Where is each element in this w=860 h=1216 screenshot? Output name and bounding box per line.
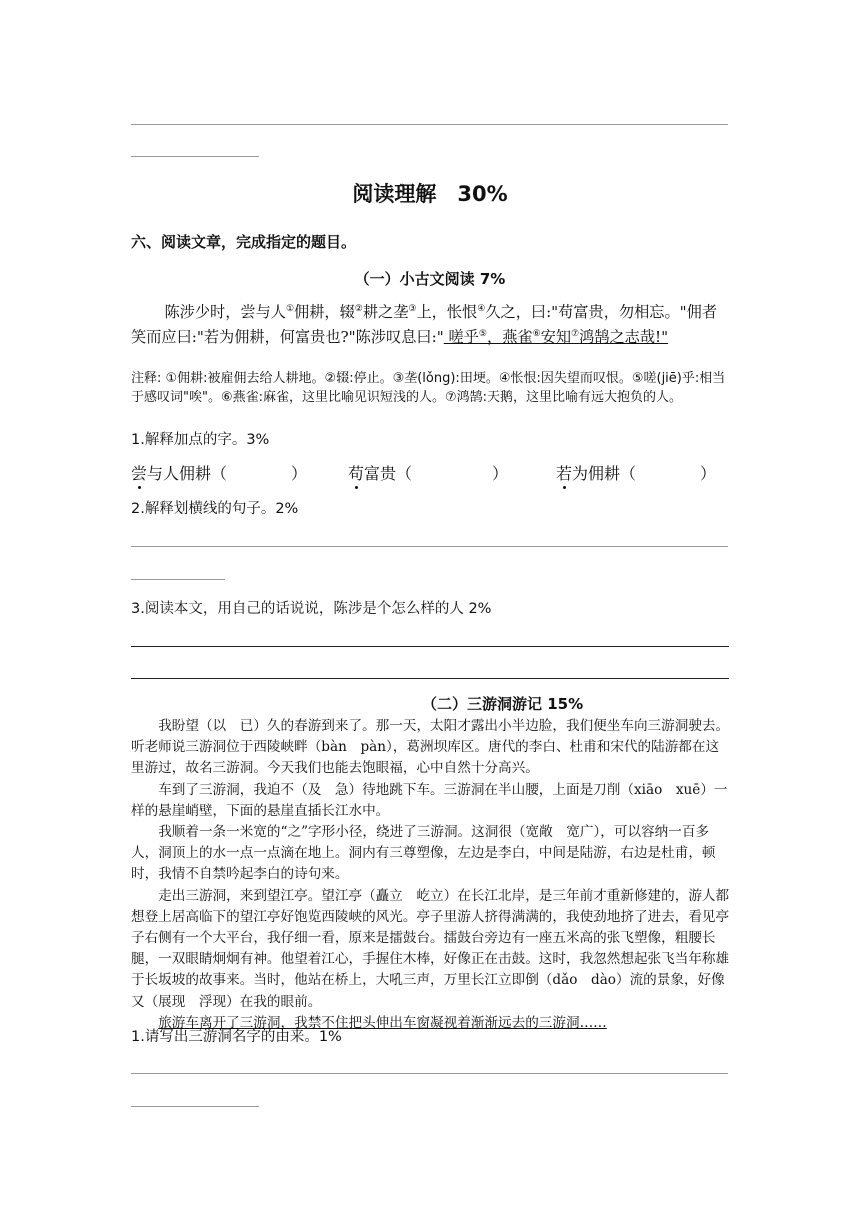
underlined-sentence: 嗟乎⑤，燕雀⑥安知⑦鸿鹄之志哉!" [443,328,669,347]
passage2-text [131,716,731,1034]
p1-q1-item-2: 苟富贵（ ） [348,464,509,483]
page-title: 阅读理解 30% [352,182,508,206]
passage2-last-line: 旅游车离开了三游洞，我禁不住把头伸出车窗凝视着渐渐远去的三游洞…… [158,1014,607,1031]
answer-line-q3-a[interactable] [131,646,729,647]
p1-q1-item-1: 尝与人佣耕（ ） [131,464,308,483]
passage2-paragraph: 我盼望（以 已）久的春游到来了。那一天，太阳才露出小半边脸，我们便坐车向三游洞驶去。听老师说三游洞位于西陵峡畔（bàn pàn），葛洲坝库区。唐代的李白、杜甫和宋代的陆游都在这里游过，故名三游洞。今天我们也能去饱眼福，心中自然十分高兴。 [131,718,730,777]
p1-question-3: 3.阅读本文，用自己的话说说，陈涉是个怎么样的人 2% [131,601,492,617]
section-heading: 六、阅读文章，完成指定的题目。 [131,233,357,251]
answer-line-q2[interactable] [131,546,728,547]
p2-question-1: 1.请写出三游洞名字的由来。1% [131,1029,342,1045]
passage1-subtitle: （一）小古文阅读 7% [354,270,506,288]
top-divider [131,124,728,125]
p1-question-1: 1.解释加点的字。3% [131,432,270,448]
top-divider-short [131,156,259,157]
p1-q1-item-3: 若为佣耕（ ） [556,464,717,483]
answer-line-q2-short[interactable] [131,579,225,580]
answer-line-p2-q1[interactable] [131,1073,728,1074]
answer-line-p2-q1-short[interactable] [131,1106,259,1107]
passage1-notes: 注释: ①佣耕:被雇佣去给人耕地。②辍:停止。③垄(lǒng):田埂。④怅恨:因失望而叹恨。⑤嗟(jiē)乎:相当于感叹词"唉"。⑥燕雀:麻雀，这里比喻见识短浅的人。⑦鸿鹄:天鹅，这里比喻有远大抱负的人。 [131,371,726,405]
answer-line-q3-b[interactable] [131,678,729,679]
passage1-text: 陈涉少时，尝与人①佣耕，辍②耕之垄③上，怅恨④久之，曰:"苟富贵，勿相忘。"佣者笑而应曰:"若为佣耕，何富贵也?"陈涉叹息曰:" 嗟乎⑤，燕雀⑥安知⑦鸿鹄之志哉!" [131,303,718,347]
passage2-paragraph: 我顺着一条一米宽的“之”字形小径，绕进了三游洞。这洞很（宽敞 宽广），可以容纳一百多人，洞顶上的水一点一点滴在地上。洞内有三尊塑像，左边是李白，中间是陆游，右边是杜甫，顿时，我情不自禁吟起李白的诗句来。 [131,824,716,883]
p1-question-2: 2.解释划横线的句子。2% [131,501,299,517]
passage2-paragraph: 车到了三游洞，我迫不（及 急）待地跳下车。三游洞在半山腰，上面是刀削（xiāo xuē）一样的悬崖峭壁，下面的悬崖直插长江水中。 [131,781,728,819]
passage2-subtitle: （二）三游洞游记 15% [422,695,584,713]
passage2-paragraph: 走出三游洞，来到望江亭。望江亭（矗立 屹立）在长江北岸，是三年前才重新修建的，游人都想登上居高临下的望江亭好饱览西陵峡的风光。亭子里游人挤得满满的，我使劲地挤了进去，看见亭子右侧有一个大平台，我仔细一看，原来是擂鼓台。擂鼓台旁边有一座五米高的张飞塑像，粗腰长腿，一双眼睛炯炯有神。他望着江心，手握住木棒，好像正在击鼓。这时，我忽然想起张飞当年称雄于长坂坡的故事来。当时，他站在桥上，大吼三声，万里长江立即倒（dǎo dào）流的景象，好像又（展现 浮现）在我的眼前。 [131,887,730,1010]
